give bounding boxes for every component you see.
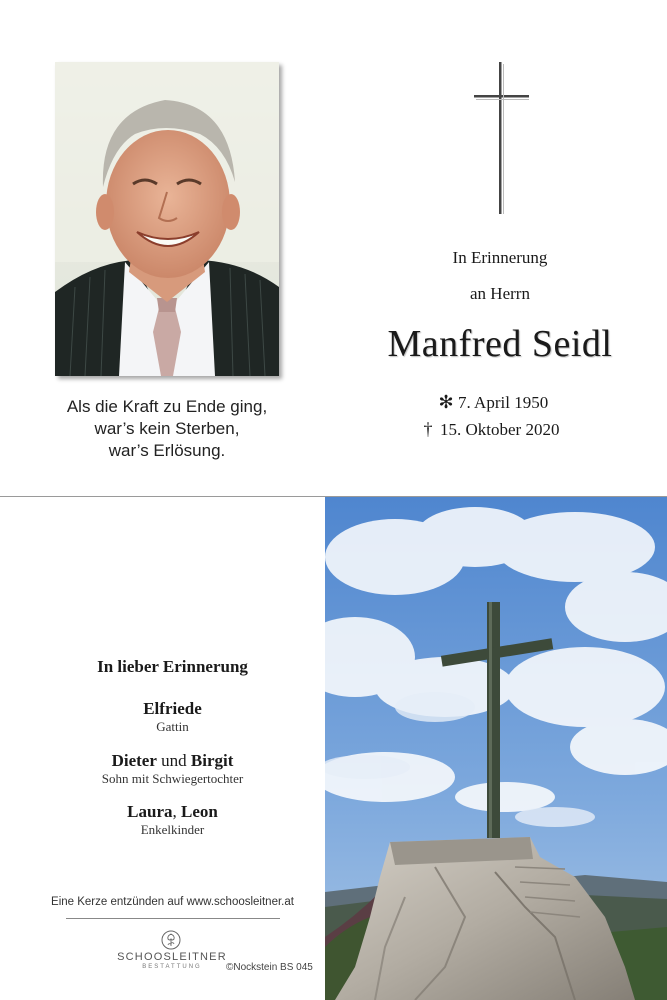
family-entry [20,751,325,787]
family-name: Dieter [111,751,157,770]
quote-line: war’s kein Sterben, [94,419,240,438]
death-date-row [416,419,559,440]
logo-subtitle: BESTATTUNG [142,964,202,970]
summit-cross-photo [325,497,667,1000]
quote-line: war’s Erlösung. [108,441,226,460]
family-relation: Gattin [156,719,189,734]
portrait-photo [55,62,279,376]
quote-text [40,396,294,462]
candle-link-text[interactable]: Eine Kerze entzünden auf www.schoosleitner.at [51,896,294,908]
card-back-text-panel [0,497,325,1000]
rose-logo-icon [161,930,181,950]
family-name: Elfriede [143,699,202,718]
intro-line-2: an Herrn [470,284,530,303]
family-entry [20,802,325,838]
family-name: Birgit [190,751,234,770]
family-name: Laura [127,802,173,821]
card-front [0,0,667,497]
family-name: Leon [181,802,218,821]
intro-line-1: In Erinnerung [452,248,548,267]
birth-star-icon: ✻ [438,392,454,412]
family-entry [20,699,325,735]
deceased-name: Manfred Seidl [387,323,613,365]
family-joiner: und [156,751,191,770]
divider [66,918,280,919]
logo-wordmark: SCHOOSLEITNER [117,951,227,963]
death-date: 15. Oktober 2020 [440,419,560,439]
family-relation: Sohn mit Schwiegertochter [101,771,244,786]
birth-date-row [434,392,548,413]
family-joiner: , [172,802,181,821]
latin-cross-icon [472,62,532,217]
credit-text: ©Nockstein BS 045 [226,962,313,973]
memorial-title: In lieber Erinnerung [97,657,248,676]
birth-date: 7. April 1950 [458,392,549,412]
family-relation: Enkelkinder [140,822,205,837]
death-cross-icon: † [423,419,433,439]
quote-line: Als die Kraft zu Ende ging, [66,397,268,416]
